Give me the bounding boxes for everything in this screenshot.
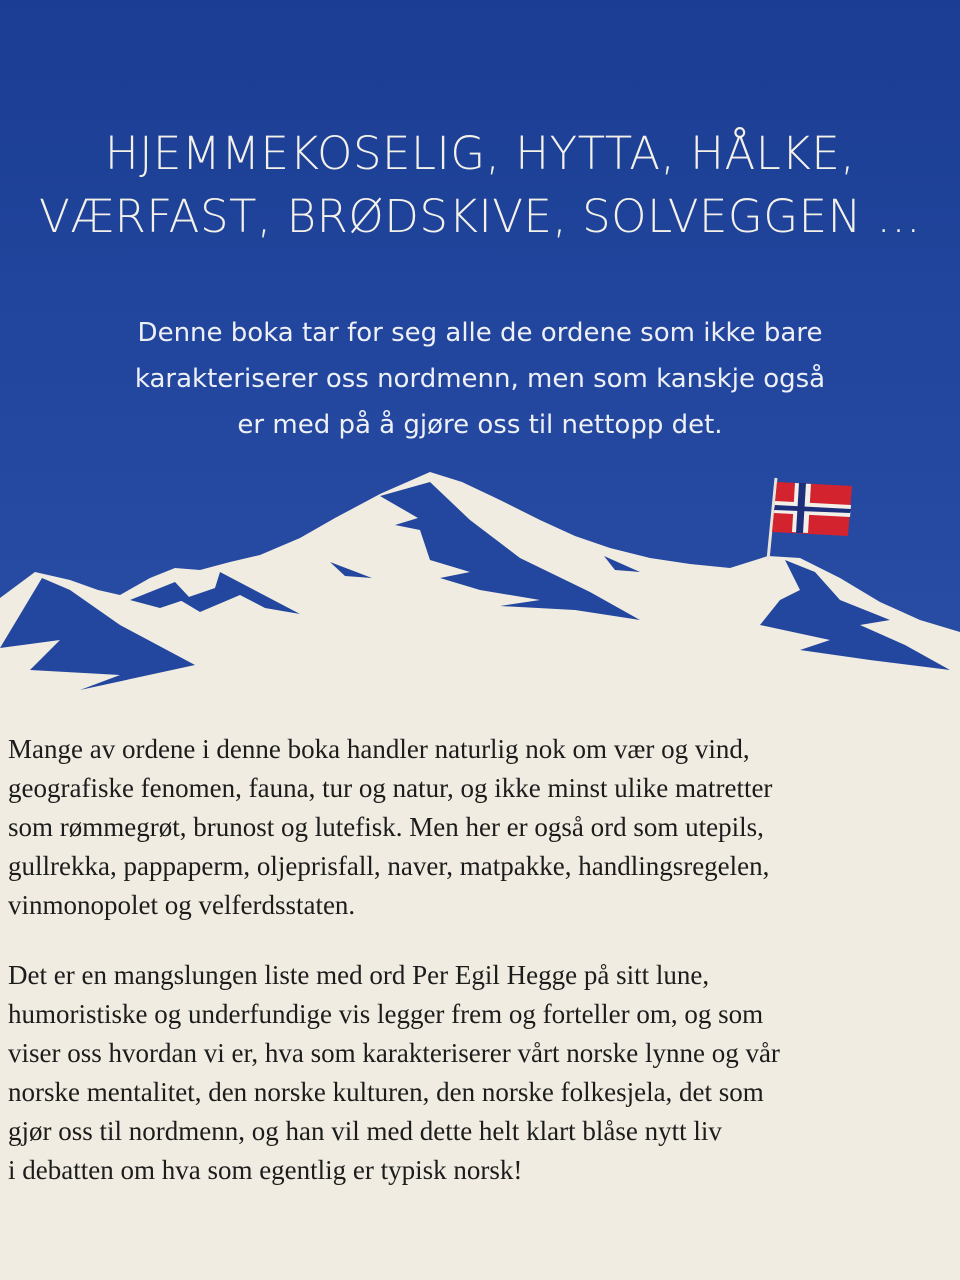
body-line: viser oss hvordan vi er, hva som karakteriserer vårt norske lynne og vår <box>8 1038 780 1068</box>
headline-line: VÆRFAST, BRØDSKIVE, SOLVEGGEN ... <box>39 190 921 243</box>
headline <box>0 122 960 248</box>
body-line: gullrekka, pappaperm, oljeprisfall, naver, matpakke, handlingsregelen, <box>8 851 770 881</box>
body-line: norske mentalitet, den norske kulturen, den norske folkesjela, det som <box>8 1077 764 1107</box>
body-line: vinmonopolet og velferdsstaten. <box>8 890 356 920</box>
body-paragraph-2 <box>8 956 948 1190</box>
intro-line: er med på å gjøre oss til nettopp det. <box>237 410 723 440</box>
intro-line: karakteriserer oss nordmenn, men som kanskje også <box>134 364 826 394</box>
body-line: som rømmegrøt, brunost og lutefisk. Men her er også ord som utepils, <box>8 812 764 842</box>
body-line: Mange av ordene i denne boka handler naturlig nok om vær og vind, <box>8 734 750 764</box>
headline-line: HJEMMEKOSELIG, HYTTA, HÅLKE, <box>104 127 856 180</box>
body-line: geografiske fenomen, fauna, tur og natur, og ikke minst ulike matretter <box>8 773 773 803</box>
body-line: humoristiske og underfundige vis legger frem og forteller om, og som <box>8 999 764 1029</box>
body-line: i debatten om hva som egentlig er typisk norsk! <box>8 1155 523 1185</box>
body-line: gjør oss til nordmenn, og han vil med dette helt klart blåse nytt liv <box>8 1116 722 1146</box>
body-paragraph-1 <box>8 730 948 925</box>
snowy-mountains-icon <box>0 460 960 720</box>
body-line: Det er en mangslungen liste med ord Per Egil Hegge på sitt lune, <box>8 960 710 990</box>
intro-line: Denne boka tar for seg alle de ordene som ikke bare <box>137 318 823 348</box>
intro-text <box>90 310 870 448</box>
norwegian-flag-icon <box>768 478 852 560</box>
